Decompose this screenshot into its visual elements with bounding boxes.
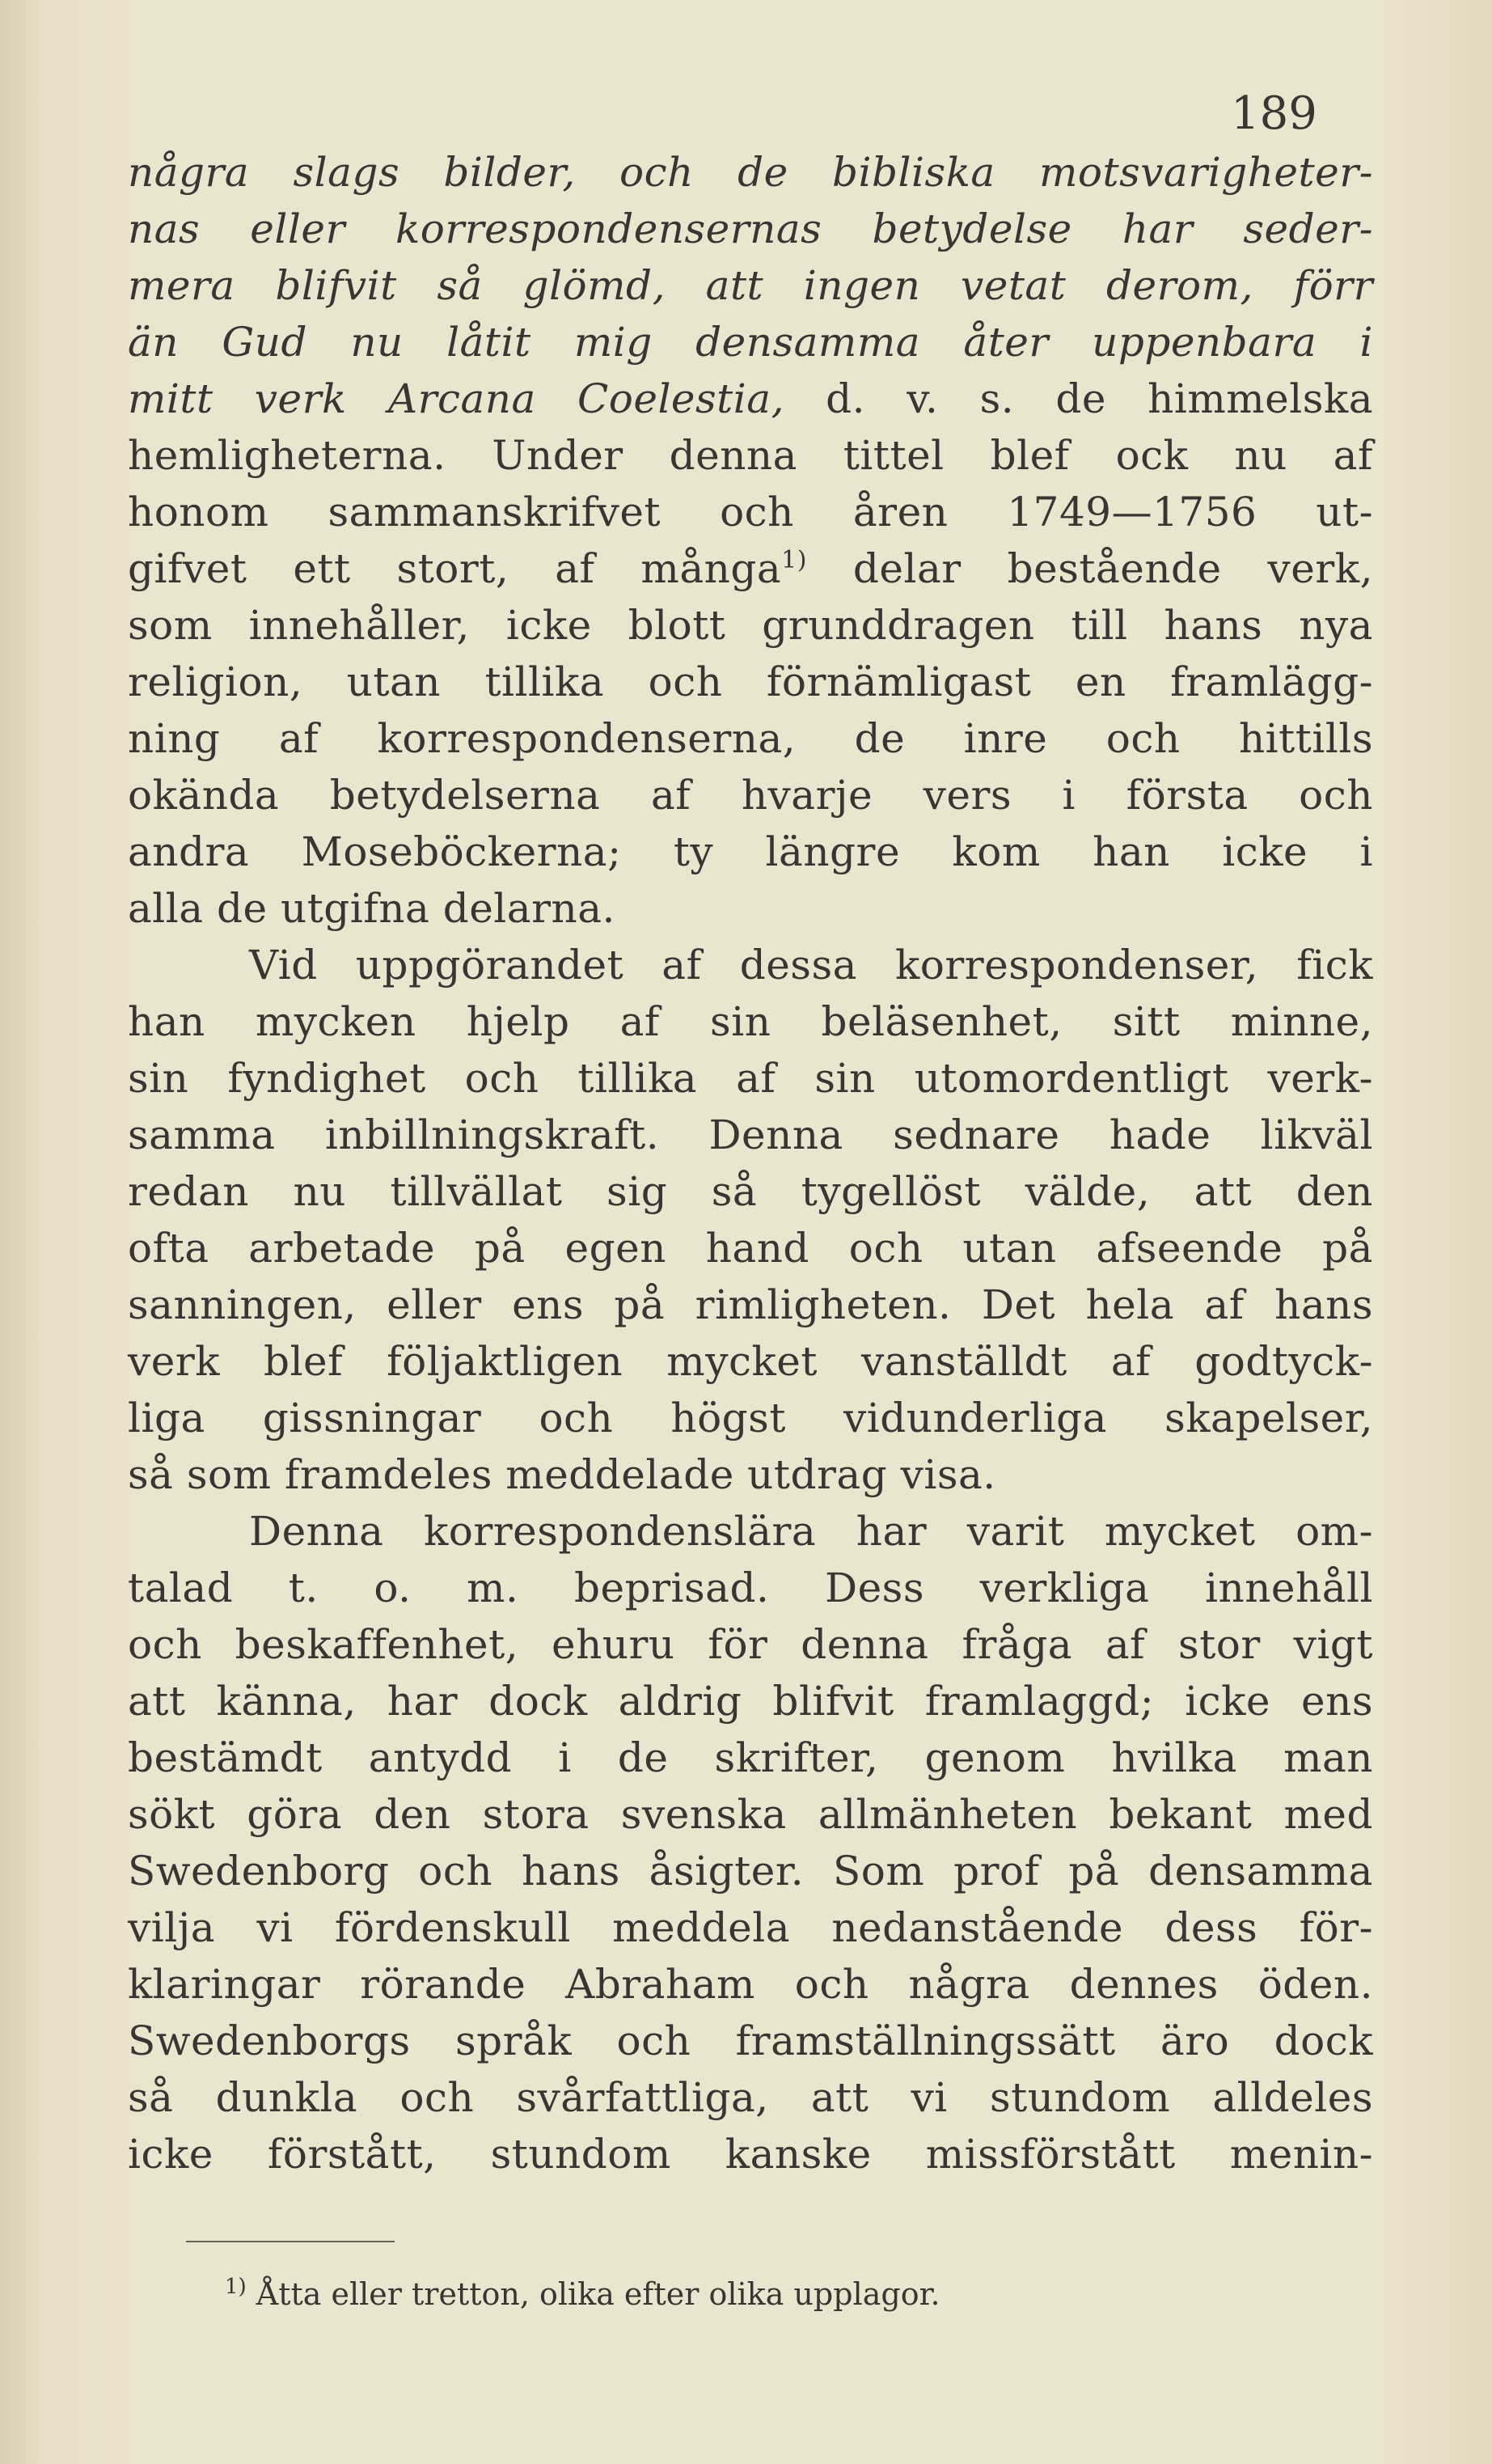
paragraph-last-line: så som framdeles meddelade utdrag visa. xyxy=(128,1451,996,1498)
paragraph-first-line: Vid uppgörandet af dessa korrespondenser, fick xyxy=(249,942,1373,989)
text-line: nas eller korrespondensernas betydelse har seder- xyxy=(128,205,1373,252)
text-line: och beskaffenhet, ehuru för denna fråga af stor vigt xyxy=(128,1621,1373,1668)
text-line-before: gifvet ett stort, af många xyxy=(128,545,782,592)
text-line-rest: d. v. s. de himmelska xyxy=(784,375,1374,422)
text-line: sin fyndighet och tillika af sin utomordentligt verk- xyxy=(128,1055,1373,1102)
footnote-reference: 1) xyxy=(781,546,807,574)
paragraph-last-line: alla de utgifna delarna. xyxy=(128,885,615,932)
footnote-marker: 1) xyxy=(225,2275,247,2299)
book-title: mitt verk Arcana Coelestia, xyxy=(128,375,784,422)
text-line: ning af korrespondenserna, de inre och hittills xyxy=(128,715,1373,762)
footnote-text: Åtta eller tretton, olika efter olika upplagor. xyxy=(246,2276,940,2312)
text-line: sanningen, eller ens på rimligheten. Det hela af hans xyxy=(128,1281,1373,1328)
text-line: icke förstått, stundom kanske missförstått menin- xyxy=(128,2131,1373,2178)
text-line: att känna, har dock aldrig blifvit framlaggd; icke ens xyxy=(128,1678,1373,1725)
text-line: bestämdt antydd i de skrifter, genom hvilka man xyxy=(128,1734,1373,1781)
text-line: som innehåller, icke blott grunddragen till hans nya xyxy=(128,602,1373,649)
text-line: liga gissningar och högst vidunderliga skapelser, xyxy=(128,1395,1373,1442)
text-line: så dunkla och svårfattliga, att vi stundom alldeles xyxy=(128,2074,1373,2121)
text-line: klaringar rörande Abraham och några dennes öden. xyxy=(128,1961,1373,2008)
paragraph-first-line: Denna korrespondenslära har varit mycket om- xyxy=(249,1508,1373,1555)
text-line: några slags bilder, och de bibliska motsvarigheter- xyxy=(128,149,1373,196)
text-line: ofta arbetade på egen hand och utan afseende på xyxy=(128,1225,1373,1272)
text-line: honom sammanskrifvet och åren 1749—1756 ut- xyxy=(128,489,1373,536)
text-line xyxy=(128,540,1373,597)
text-line: han mycken hjelp af sin beläsenhet, sitt minne, xyxy=(128,998,1373,1045)
text-line: redan nu tillvällat sig så tygellöst välde, att den xyxy=(128,1168,1373,1215)
text-line: andra Moseböckerna; ty längre kom han icke i xyxy=(128,828,1373,875)
text-line: vilja vi fördenskull meddela nedanstående dess för- xyxy=(128,1904,1373,1951)
text-line: verk blef följaktligen mycket vanställdt af godtyck- xyxy=(128,1338,1373,1385)
text-line: än Gud nu låtit mig densamma åter uppenbara i xyxy=(128,319,1373,366)
text-line: Swedenborg och hans åsigter. Som prof på densamma xyxy=(128,1848,1373,1895)
text-line: sökt göra den stora svenska allmänheten bekant med xyxy=(128,1791,1373,1838)
text-line: mera blifvit så glömd, att ingen vetat derom, förr xyxy=(128,262,1373,309)
text-line: talad t. o. m. beprisad. Dess verkliga innehåll xyxy=(128,1564,1373,1611)
text-line: hemligheterna. Under denna tittel blef ock nu af xyxy=(128,432,1373,479)
text-line xyxy=(128,370,1373,427)
text-line: samma inbillningskraft. Denna sednare hade likväl xyxy=(128,1111,1373,1158)
body-text xyxy=(128,144,1373,2182)
footnote-divider xyxy=(186,2241,395,2242)
footnote xyxy=(225,2271,940,2317)
text-line: Swedenborgs språk och framställningssätt äro dock xyxy=(128,2017,1373,2064)
text-line: okända betydelserna af hvarje vers i första och xyxy=(128,772,1373,819)
page-number: 189 xyxy=(1231,87,1317,140)
text-line: religion, utan tillika och förnämligast en framlägg- xyxy=(128,658,1373,705)
text-line-after: delar bestående verk, xyxy=(806,545,1373,592)
